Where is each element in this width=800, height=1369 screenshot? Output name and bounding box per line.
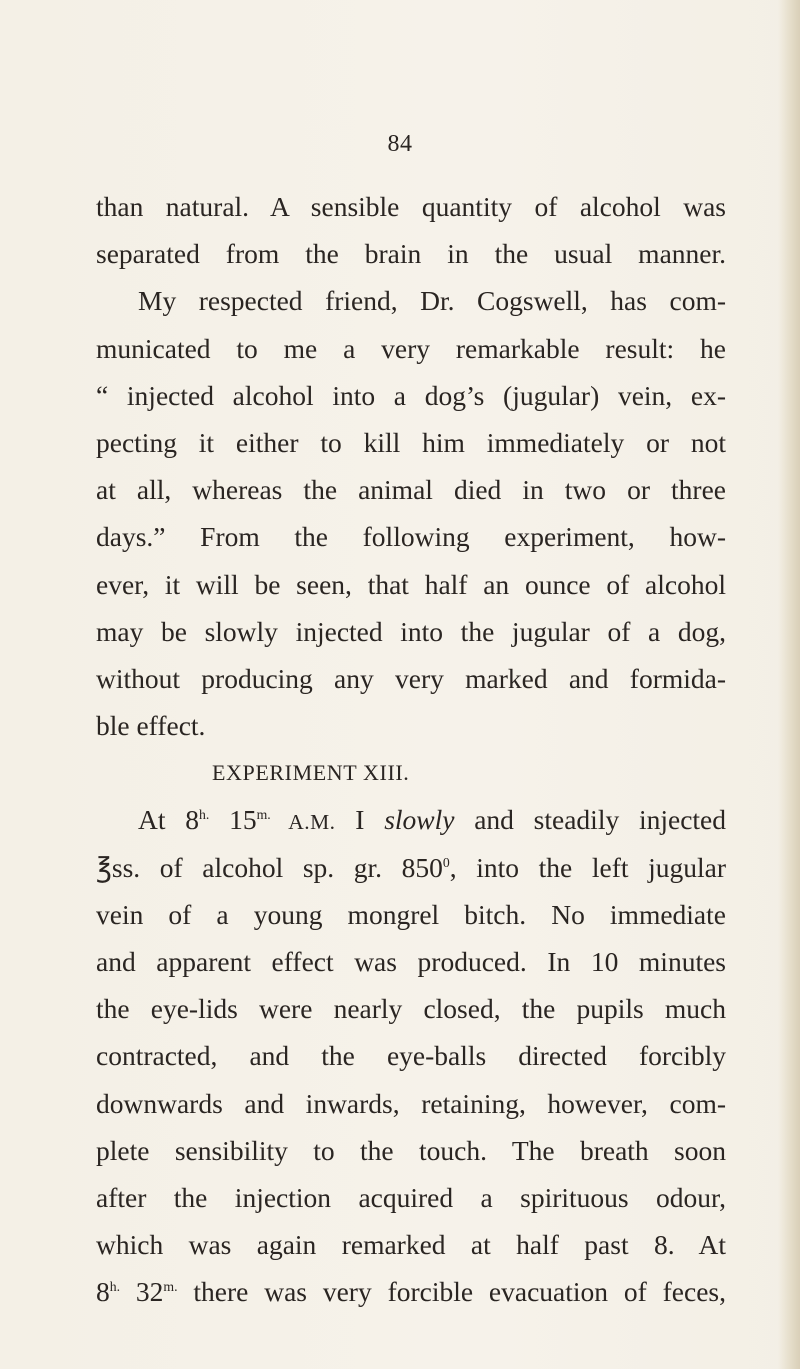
text-line: after the injection acquired a spirituous odour, [96,1181,726,1213]
text-line: ℥ss. of alcohol sp. gr. $850^0$, into the left jugular [96,851,727,883]
text-line: pecting it either to kill him immediately or not [96,426,726,458]
text-line: “ injected alcohol into a dog’s (jugular) vein, ex- [96,379,726,411]
text-line: without producing any very marked and formida- [96,662,726,694]
text-line: municated to me a very remarkable result: he [96,332,726,364]
page-edge-shadow [778,0,800,1369]
text-line: At $8^{h.}$ $15^{m.}$ A.M. I slowly and steadily injected [138,804,726,836]
text-line: downwards and inwards, retaining, however, com- [96,1087,726,1119]
page-number: 84 [387,131,413,157]
text-line: ble effect. [96,710,206,742]
text-line: vein of a young mongrel bitch. No immediate [96,898,726,930]
text-line: days.” From the following experiment, how- [96,521,726,553]
text-line: than natural. A sensible quantity of alcohol was [96,191,726,222]
text-line: the eye-lids were nearly closed, the pupils much [96,993,726,1025]
text-line: may be slowly injected into the jugular of a dog, [96,615,726,647]
text-line: and apparent effect was produced. In 10 minutes [96,946,726,977]
text-line: My respected friend, Dr. Cogswell, has com- [138,285,726,317]
text-line: separated from the brain in the usual manner. [96,238,726,270]
text-line: ever, it will be seen, that half an ounce of alcohol [96,568,726,600]
text-line: which was again remarked at half past 8. At [96,1229,726,1261]
text-line: contracted, and the eye-balls directed forcibly [96,1040,726,1072]
body-text [96,183,726,1316]
text-line: $8^{h.}$ $32^{m.}$ there was very forcible evacuation of feces, [96,1276,726,1308]
text-line: plete sensibility to the touch. The breath soon [96,1134,726,1166]
text-line: at all, whereas the animal died in two or three [96,474,726,506]
experiment-heading: EXPERIMENT XIII. [212,760,410,786]
